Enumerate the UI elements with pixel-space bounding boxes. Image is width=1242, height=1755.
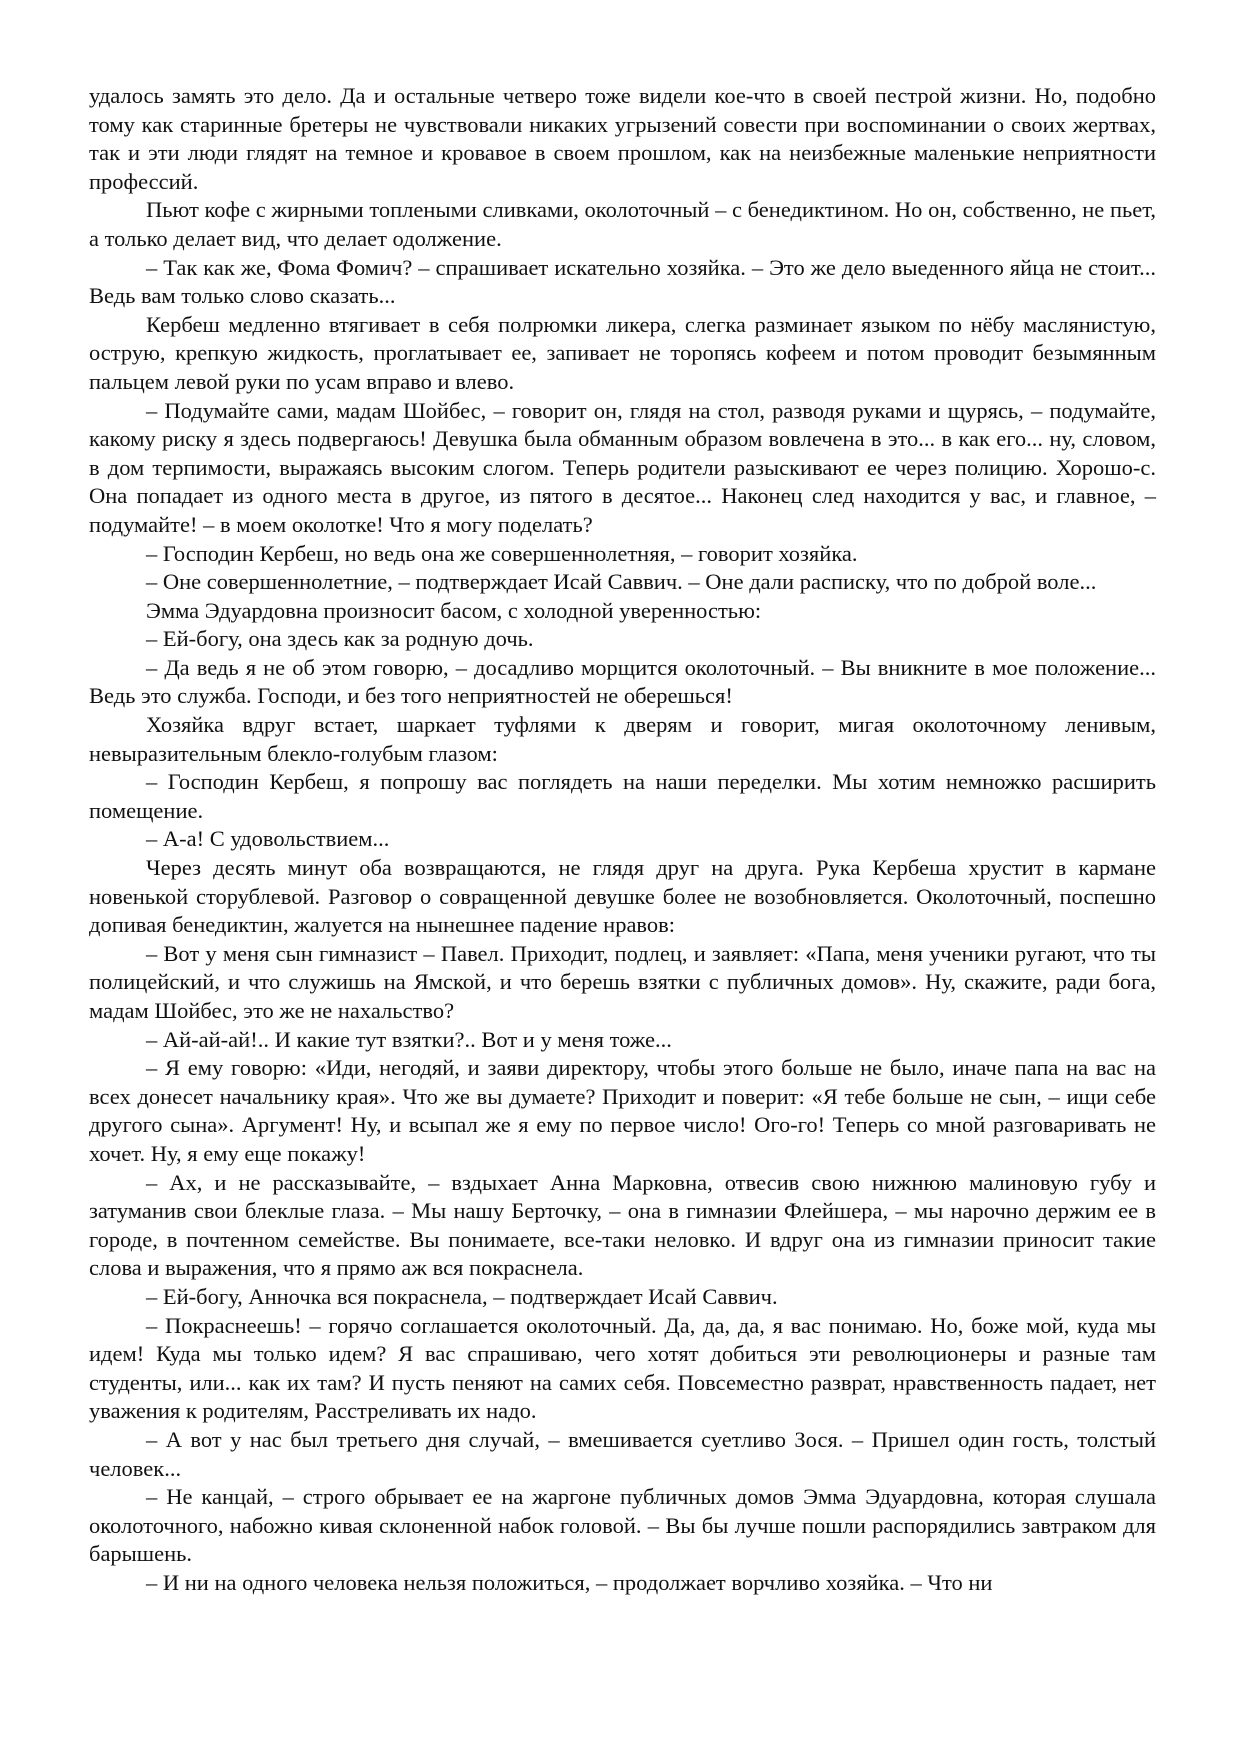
paragraph-18: – Ах, и не рассказывайте, – вздыхает Анна Марковна, отвесив свою нижнюю малиновую губу и затуманив свои блеклые глаза. – Мы нашу Берточку, – она в гимназии Флейшера, – мы нарочно держим ее в городе, в почтенном семействе. Вы понимаете, все-таки неловко. И вдруг она из гимназии приносит такие слова и выражения, что я прямо аж вся покраснела. <box>89 1169 1156 1281</box>
paragraph-13: – А-а! С удовольствием... <box>146 826 390 852</box>
paragraph-11: Хозяйка вдруг встает, шаркает туфлями к дверям и говорит, мигая околоточному ленивым, невыразительным блекло-голубым глазом: <box>89 712 1156 766</box>
paragraph-17: – Я ему говорю: «Иди, негодяй, и заяви директору, чтобы этого больше не было, иначе папа на вас на всех донесет начальнику края». Что же вы думаете? Приходит и поверит: «Я тебе больше не сын, – ищи себе другого сына». Аргумент! Ну, и всыпал же я ему по первое число! Ого-го! Теперь со мной разговаривать не хочет. Ну, я ему еще покажу! <box>89 1055 1156 1166</box>
paragraph-14: Через десять минут оба возвращаются, не глядя друг на друга. Рука Кербеша хрустит в кармане новенькой сторублевой. Разговор о совращенной девушке более не возобновляется. Околоточный, поспешно допивая бенедиктин, жалуется на нынешнее падение нравов: <box>89 855 1156 938</box>
paragraph-3: – Так как же, Фома Фомич? – спрашивает искательно хозяйка. – Это же дело выеденного яйца не стоит... Ведь вам только слово сказать... <box>89 254 1156 309</box>
paragraph-5: – Подумайте сами, мадам Шойбес, – говорит он, глядя на стол, разводя руками и щурясь, – подумайте, какому риску я здесь подвергаюсь! Девушка была обманным образом вовлечена в это... в как его... ну, словом, в дом терпимости, выражаясь высоким слогом. Теперь родители разыскивают ее через полицию. Хорошо-с. Она попадает из одного места в другое, из пятого в десятое... Наконец след находится у вас, и главное, – подумайте! – в моем околотке! Что я могу поделать? <box>89 397 1156 537</box>
paragraph-2: Пьют кофе с жирными топлеными сливками, околоточный – с бенедиктином. Но он, собственно, не пьет, а только делает вид, что делает одолжение. <box>89 197 1156 251</box>
paragraph-16: – Ай-ай-ай!.. И какие тут взятки?.. Вот и у меня тоже... <box>146 1026 672 1052</box>
paragraph-4: Кербеш медленно втягивает в себя полрюмки ликера, слегка разминает языком по нёбу маслянистую, острую, крепкую жидкость, проглатывает ее, запивает не торопясь кофеем и потом проводит безымянным пальцем левой руки по усам вправо и влево. <box>89 311 1156 394</box>
paragraph-1: удалось замять это дело. Да и остальные четверо тоже видели кое-что в своей пестрой жизни. Но, подобно тому как старинные бретеры не чувствовали никаких угрызений совести при воспоминании о своих жертвах, так и эти люди глядят на темное и кровавое в своем прошлом, как на неизбежные маленькие неприятности профессий. <box>89 83 1156 194</box>
paragraph-19: – Ей-богу, Анночка вся покраснела, – подтверждает Исай Саввич. <box>146 1283 778 1309</box>
paragraph-23: – И ни на одного человека нельзя положиться, – продолжает ворчливо хозяйка. – Что ни <box>146 1569 993 1595</box>
paragraph-12: – Господин Кербеш, я попрошу вас поглядеть на наши переделки. Мы хотим немножко расширить помещение. <box>89 769 1156 823</box>
paragraph-20: – Покраснеешь! – горячо соглашается околоточный. Да, да, да, я вас понимаю. Но, боже мой, куда мы идем! Куда мы только идем? Я вас спрашиваю, чего хотят добиться эти революционеры и разные там студенты, или... как их там? И пусть пеняют на самих себя. Повсеместно разврат, нравственность падает, нет уважения к родителям, Расстреливать их надо. <box>89 1312 1156 1424</box>
paragraph-9: – Ей-богу, она здесь как за родную дочь. <box>146 626 534 652</box>
paragraph-22: – Не канцай, – строго обрывает ее на жаргоне публичных домов Эмма Эдуардовна, которая слушала околоточного, набожно кивая склоненной набок головой. – Вы бы лучше пошли распорядились завтраком для барышень. <box>89 1484 1156 1567</box>
body-text <box>89 82 1156 1597</box>
paragraph-21: – А вот у нас был третьего дня случай, – вмешивается суетливо Зося. – Пришел один гость, толстый человек... <box>89 1426 1156 1481</box>
paragraph-15: – Вот у меня сын гимназист – Павел. Приходит, подлец, и заявляет: «Папа, меня ученики ругают, что ты полицейский, и что служишь на Ямской, и что берешь взятки с публичных домов». Ну, скажите, ради бога, мадам Шойбес, это же не нахальство? <box>89 940 1156 1023</box>
paragraph-8: Эмма Эдуардовна произносит басом, с холодной уверенностью: <box>146 597 762 623</box>
paragraph-6: – Господин Кербеш, но ведь она же совершеннолетняя, – говорит хозяйка. <box>146 540 858 566</box>
paragraph-10: – Да ведь я не об этом говорю, – досадливо морщится околоточный. – Вы вникните в мое положение... Ведь это служба. Господи, и без того неприятностей не оберешься! <box>89 654 1156 709</box>
paragraph-7: – Оне совершеннолетние, – подтверждает Исай Саввич. – Оне дали расписку, что по доброй воле... <box>146 569 1097 595</box>
